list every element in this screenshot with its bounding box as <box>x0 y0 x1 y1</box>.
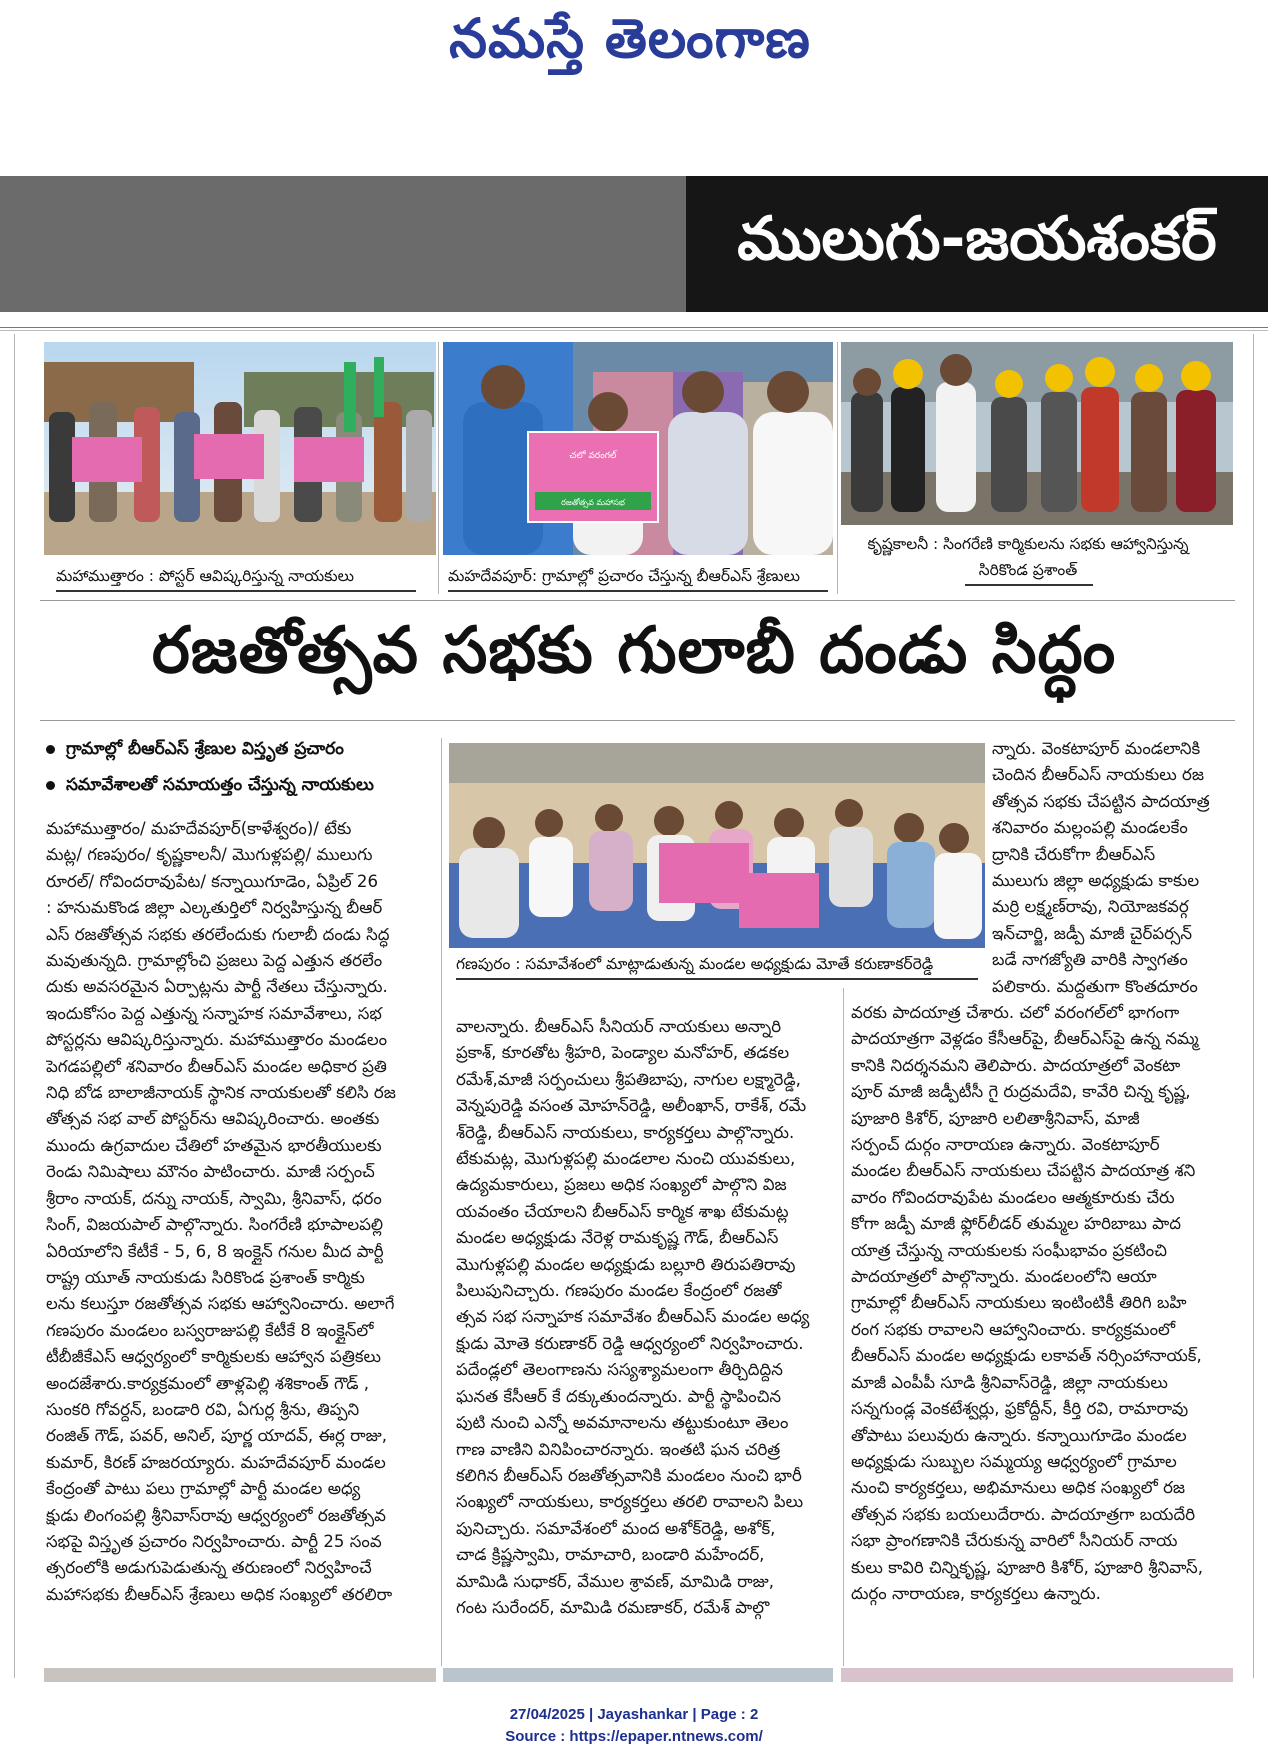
article-line: మహాముత్తారం/ మహదేవపూర్(కాళేశ్వరం)/ టేకు <box>46 819 352 838</box>
article-line: శ్‌రెడ్డి, బీఆర్ఎస్ నాయకులు, కార్యకర్తలు పాల్గొన్నారు. <box>456 1122 795 1142</box>
article-line: ఏరియాలోని కేటీకే - 5, 6, 8 ఇంక్లైన్ గనుల మీద పార్టీ <box>46 1241 384 1261</box>
photo-caption-4: గణపురం : సమావేశంలో మాట్లాడుతున్న మండల అధ్యక్షుడు మోతే కరుణాకర్‌రెడ్డి <box>456 955 934 973</box>
photo-caption-3-line2: సిరికొండ ప్రశాంత్ <box>978 561 1078 579</box>
article-line: పాదయాత్రలో పాల్గొన్నారు. మండలంలోని ఆయా <box>851 1267 1157 1287</box>
section-bar <box>0 176 1268 312</box>
photo-caption-2-underline <box>448 590 828 592</box>
article-line: లను కలుస్తూ రజతోత్సవ సభకు ఆహ్వానించారు. అలాగే <box>46 1294 395 1314</box>
article-line: కలిగిన బీఆర్ఎస్ రజతోత్సవానికి మండలం నుంచి భారీ <box>456 1465 802 1485</box>
article-line: త్సరంలోకి అడుగుపెడుతున్న తరుణంలో నిర్వహించే <box>46 1558 372 1578</box>
article-line: కానికి నిదర్శనమని తెలిపారు. పాదయాత్రలో వెంకటా <box>851 1055 1181 1075</box>
article-line: పాదయాత్రగా వెళ్లడం కేసీఆర్‌పై, బీఆర్ఎస్‌పై ఉన్న నమ్మ <box>851 1029 1199 1049</box>
article-line: మట్ల/ గణపురం/ కృష్ణకాలనీ/ మొగుళ్లపల్లి/ ములుగు <box>46 845 373 865</box>
article-line: వారం గోవిందరావుపేట మండలం ఆత్మకూరుకు చేరు <box>851 1187 1175 1207</box>
article-line: పూర్ మాజీ జడ్పీటీసీ గై రుద్రమదేవి, కావేరి చిన్న కృష్ణ, <box>851 1082 1191 1102</box>
article-line: సంఖ్యలో నాయకులు, కార్యకర్తలు తరలి రావాలని పిలు <box>456 1492 804 1512</box>
article-line: ఉద్యమకారులు, ప్రజలు అధిక సంఖ్యలో పాల్గొని విజ <box>456 1175 787 1195</box>
column-divider-2 <box>843 988 844 1666</box>
article-line: పోస్టర్లను ఆవిష్కరిస్తున్నారు. మహాముత్తారం మండలం <box>46 1030 388 1050</box>
photo-mahadevpur <box>443 342 833 555</box>
article-line: మండల అధ్యక్షుడు నేరెళ్ల రామకృష్ణ గౌడ్, బీఆర్ఎస్ <box>456 1228 779 1248</box>
article-line: కులు కావిరి చిన్నికృష్ణ, పూజారి కిశోర్, పూజారి శ్రీనివాస్, <box>851 1557 1203 1577</box>
article-line: మాజీ ఎంపీపీ సూడి శ్రీనివాస్‌రెడ్డి, జిల్లా నాయకులు <box>851 1372 1168 1392</box>
column-divider-1 <box>441 738 442 1666</box>
bottom-photo-strip-3 <box>841 1668 1233 1682</box>
article-line: చాడ క్రిష్ణస్వామి, రామాచారి, బండారి మహేందర్, <box>456 1545 765 1565</box>
article-line: మర్రి లక్ష్మణ్‌రావు, నియోజకవర్గ <box>992 897 1189 917</box>
article-column-2 <box>456 1014 834 1621</box>
article-line: టీబీజీకేఎస్ ఆధ్వర్యంలో కార్మికులకు ఆహ్వాన పత్రికలు <box>46 1347 382 1367</box>
article-line: శనివారం మల్లంపల్లి మండలకేం <box>992 818 1188 838</box>
article-line: మండల బీఆర్ఎస్ నాయకులు చేపట్టిన పాదయాత్ర శని <box>851 1161 1196 1181</box>
article-line: సభా ప్రాంగణానికి చేరుకున్న వారిలో సీనియర్ నాయ <box>851 1531 1178 1551</box>
article-line: పునిచ్చారు. సమావేశంలో మంద అశోక్‌రెడ్డి, అశోక్, <box>456 1518 776 1538</box>
bullet-dot-icon <box>46 745 55 754</box>
article-line: బడే నాగజ్యోతి వారికి స్వాగతం <box>992 950 1188 970</box>
article-line: తోత్సవ సభకు బయలుదేరారు. పాదయాత్రగా బయదేరి <box>851 1504 1196 1524</box>
article-line: వాలన్నారు. బీఆర్ఎస్ సీనియర్ నాయకులు అన్నారి <box>456 1017 782 1036</box>
highlight-item <box>44 736 444 762</box>
page-footer <box>0 1704 1268 1748</box>
photo-caption-4-underline <box>456 978 978 980</box>
article-line: రంజిత్ గౌడ్, పవర్, అనిల్, పూర్ణ యాదవ్, ఈర్ల రాజు, <box>46 1426 387 1446</box>
article-line: త్సవ సభ సన్నాహక సమావేశం బీఆర్ఎస్ మండల అధ్య <box>456 1307 810 1327</box>
article-line: ప్రకాశ్, కూరతోట శ్రీహరి, పెండ్యాల మనోహర్, తడకల <box>456 1043 790 1063</box>
top-divider-secondary <box>0 330 1268 331</box>
highlight-text: సమావేశాలతో సమాయత్తం చేస్తున్న నాయకులు <box>66 775 374 795</box>
highlight-text: గ్రామాల్లో బీఆర్ఎస్ శ్రేణుల విస్తృత ప్రచారం <box>66 739 344 759</box>
article-line: : హనుమకొండ జిల్లా ఎల్కతుర్తిలో నిర్వహిస్తున్న బీఆర్ <box>46 898 383 918</box>
article-column-3-top <box>992 736 1232 1000</box>
bullet-dot-icon <box>46 781 55 790</box>
article-line: సింగ్, విజయపాల్ పాల్గొన్నారు. సింగరేణి భూపాలపల్లి <box>46 1215 384 1235</box>
article-line: పదేండ్లలో తెలంగాణను సస్యశ్యామలంగా తీర్చిదిద్దిన <box>456 1360 783 1380</box>
photo-caption-1-underline <box>56 590 416 592</box>
footer-date-page: 27/04/2025 | Jayashankar | Page : 2 <box>509 1706 759 1723</box>
article-line: మహాసభకు బీఆర్ఎస్ శ్రేణులు అధిక సంఖ్యలో తరలిరా <box>46 1584 393 1604</box>
poster-text-1: చలో వరంగల్ <box>569 451 617 461</box>
article-line: క్షుడు మోతె కరుణాకర్ రెడ్డి ఆధ్వర్యంలో నిర్వహించారు. <box>456 1333 804 1353</box>
section-bar-black <box>686 176 1268 312</box>
headline-bottom-rule <box>40 720 1235 721</box>
article-line: యవంతం చేయాలని బీఆర్ఎస్ కార్మిక శాఖ టేకుమట్ల <box>456 1201 789 1221</box>
article-line: గ్రామాల్లో బీఆర్ఎస్ నాయకులు ఇంటింటికీ తిరిగి బహి <box>851 1293 1187 1313</box>
photo-ganapuram <box>449 743 985 948</box>
bottom-photo-strip-1 <box>44 1668 436 1682</box>
left-frame-line <box>14 334 15 1678</box>
article-line: పెగడపల్లిలో శనివారం బీఆర్ఎస్ మండల అధికార ప్రతి <box>46 1056 387 1076</box>
article-line: రమేశ్,మాజీ సర్పంచులు శ్రీపతిబాపు, నాగుల లక్ష్మారెడ్డి, <box>456 1069 801 1089</box>
article-line: ఘనత కేసీఆర్ కే దక్కుతుందన్నారు. పార్టీ స్థాపించిన <box>456 1386 782 1406</box>
article-line: ములుగు జిల్లా అధ్యక్షుడు కాకుల <box>992 871 1200 891</box>
highlights <box>44 736 444 808</box>
headline: రజతోత్సవ సభకు గులాబీ దండు సిద్ధం <box>151 614 1117 688</box>
photo-caption-2: మహదేవపూర్: గ్రామాల్లో ప్రచారం చేస్తున్న బీఆర్ఎస్ శ్రేణులు <box>448 567 800 585</box>
article-line: న్నారు. వెంకటాపూర్ మండలానికి <box>992 739 1201 758</box>
photo-divider-1 <box>438 342 439 594</box>
article-line: చెందిన బీఆర్ఎస్ నాయకులు రజ <box>992 765 1204 785</box>
article-line: సభపై విస్తృత ప్రచారం నిర్వహించారు. పార్టీ 25 సంవ <box>46 1531 382 1551</box>
article-line: ఇందుకోసం పెద్ద ఎత్తున్న సన్నాహక సమావేశాలు, సభ <box>46 1003 382 1023</box>
newspaper-logo: నమస్తే తెలంగాణ <box>449 6 811 70</box>
photo-caption-1: మహాముత్తారం : పోస్టర్ ఆవిష్కరిస్తున్న నాయకులు <box>56 567 354 585</box>
article-line: శ్రీరాం నాయక్, దన్ను నాయక్, స్వామి, శ్రీనివాస్, ధరం <box>46 1188 382 1208</box>
article-line: అధ్యక్షుడు సుబ్బుల సమ్మయ్య ఆధ్వర్యంలో గ్రామాల <box>851 1451 1177 1471</box>
article-line: టేకుమట్ల, మొగుళ్లపల్లి మండలాల నుంచి యువకులు, <box>456 1149 796 1169</box>
article-line: సుంకరి గోవర్దన్, బండారి రవి, ఏగుర్ల శ్రీను, తిప్పని <box>46 1399 360 1419</box>
article-line: అందజేశారు.కార్యక్రమంలో తాళ్లపెల్లి శశికాంత్ గౌడ్ , <box>46 1373 370 1393</box>
article-line: దుర్గం నారాయణ, కార్యకర్తలు ఉన్నారు. <box>851 1583 1101 1603</box>
photo-caption-3-underline <box>965 584 1093 586</box>
section-title: ములుగు-జయశంకర్ <box>737 204 1217 274</box>
article-line: ఎస్ రజతోత్సవ సభకు తరలేందుకు గులాబీ దండు సిద్ధ <box>46 924 390 944</box>
article-line: నుంచి కార్యకర్తలు, అభిమానులు అధిక సంఖ్యలో రజ <box>851 1478 1186 1498</box>
photo-caption-3-line1: కృష్ణకాలనీ : సింగరేణి కార్మికులను సభకు ఆహ్వానిస్తున్న <box>867 535 1189 553</box>
article-line: పిలుపునిచ్చారు. గణపురం మండల కేంద్రంలో రజతో <box>456 1281 782 1301</box>
article-line: మామిడి సుధాకర్, వేముల శ్రావణ్, మామిడి రాజు, <box>456 1571 774 1591</box>
article-line: గంట సురేందర్, మామిడి రమణాకర్, రమేశ్ పాల్గొ <box>456 1597 770 1617</box>
top-divider <box>0 327 1268 328</box>
photo-mahamuttaram <box>44 342 436 555</box>
footer-source-link[interactable]: Source : https://epaper.ntnews.com/ <box>505 1728 763 1745</box>
article-line: రూరల్/ గోవిందరావుపేట/ కన్నాయిగూడెం, ఏప్రిల్ 26 <box>46 871 379 891</box>
article-line: ఇన్‌చార్జి, జడ్పీ మాజీ చైర్‌పర్సన్ <box>992 923 1193 943</box>
article-line: పూజారి కిశోర్, పూజారి లలితాశ్రీనివాస్, మాజీ <box>851 1108 1140 1128</box>
article-line: దుకు అవసరమైన ఏర్పాట్లను పార్టీ నేతలు చేస్తున్నారు. <box>46 977 388 997</box>
article-line: కేంద్రంతో పాటు పలు గ్రామాల్లో పార్టీ మండల అధ్య <box>46 1479 361 1499</box>
section-bar-gray <box>0 176 686 312</box>
article-line: పలికారు. మద్దతుగా కొంతదూరం <box>992 976 1198 996</box>
article-line: తోత్సవ సభ వాల్ పోస్టర్‌ను ఆవిష్కరించారు. అంతకు <box>46 1109 380 1129</box>
article-line: ముందు ఉగ్రవాదుల చేతిలో హతమైన భారతీయులకు <box>46 1135 382 1155</box>
article-line: రాష్ట్ర యూత్ నాయకుడు సిరికొండ ప్రశాంత్ కార్మికు <box>46 1267 365 1287</box>
article-line: నిధి బోడ బాలాజీనాయక్ స్థానిక నాయకులతో కలిసి రజ <box>46 1083 396 1103</box>
article-line: కుమార్, కిరణ్ హజరయ్యారు. మహదేవపూర్ మండల <box>46 1452 386 1472</box>
article-line: తోత్సవ సభకు చేపట్టిన పాదయాత్ర <box>992 791 1210 811</box>
article-column-3 <box>851 1000 1233 1607</box>
article-column-1 <box>46 816 432 1608</box>
poster-text-2: రజతోత్సవ మహాసభ <box>561 498 625 507</box>
article-line: సన్నగుండ్ల వెంకటేశ్వర్లు, ఫ్రకోద్దీన్, కీర్తి రవి, రామారావు <box>851 1399 1189 1419</box>
article-line: మవుతున్నది. గ్రామాల్లోంచి ప్రజలు పెద్ద ఎత్తున తరలేం <box>46 951 383 971</box>
article-line: క్షుడు లింగంపల్లి శ్రీనివాస్‌రావు ఆధ్వర్యంలో రజతోత్సవ <box>46 1505 386 1525</box>
article-line: పుటి నుంచి ఎన్నో అవమానాలను తట్టుకుంటూ తెలం <box>456 1413 789 1433</box>
article-line: రంగ సభకు రావాలని ఆహ్వానించారు. కార్యక్రమంలో <box>851 1319 1176 1339</box>
article-line: కోగా జడ్పీ మాజీ ఫ్లోర్‌లీడర్ తుమ్మల హరిబాబు పాద <box>851 1214 1182 1234</box>
article-line: సర్పంచ్ దుర్గం నారాయణ ఉన్నారు. వెంకటాపూర్ <box>851 1135 1160 1155</box>
masthead <box>0 0 1268 90</box>
article-line: వరకు పాదయాత్ర చేశారు. చలో వరంగల్‌లో భాగంగా <box>851 1003 1180 1022</box>
article-line: రెండు నిమిషాలు మౌనం పాటించారు. మాజీ సర్పంచ్ <box>46 1162 375 1182</box>
right-frame-line <box>1253 334 1254 1678</box>
article-line: ద్రానికి చేరుకోగా బీఆర్ఎస్ <box>992 844 1156 864</box>
highlight-item <box>44 772 444 798</box>
article-line: తోపాటు పలువురు ఉన్నారు. కన్నాయిగూడెం మండల <box>851 1425 1187 1445</box>
article-line: గాణ వాణిని వినిపించారన్నారు. ఇంతటి ఘన చరిత్ర <box>456 1439 781 1459</box>
article-line: బీఆర్ఎస్ మండల అధ్యక్షుడు లకావత్ నర్సింహానాయక్, <box>851 1346 1202 1366</box>
article-line: యాత్ర చేస్తున్న నాయకులకు సంఘీభావం ప్రకటించి <box>851 1240 1167 1260</box>
article-line: మొగుళ్లపల్లి మండల అధ్యక్షుడు బల్లూరి తిరుపతిరావు <box>456 1254 796 1274</box>
article-line: గణపురం మండలం బస్వరాజుపల్లి కేటీకే 8 ఇంక్లైన్‌లో <box>46 1320 374 1340</box>
headline-top-rule <box>40 600 1235 601</box>
bottom-photo-strip-2 <box>443 1668 833 1682</box>
photo-divider-2 <box>837 342 838 594</box>
photo-krishnakalani <box>841 342 1233 525</box>
article-line: వెన్నపురెడ్డి వసంత మోహన్‌రెడ్డి, అలీంఖాన్, రాకేశ్, రమే <box>456 1096 807 1116</box>
